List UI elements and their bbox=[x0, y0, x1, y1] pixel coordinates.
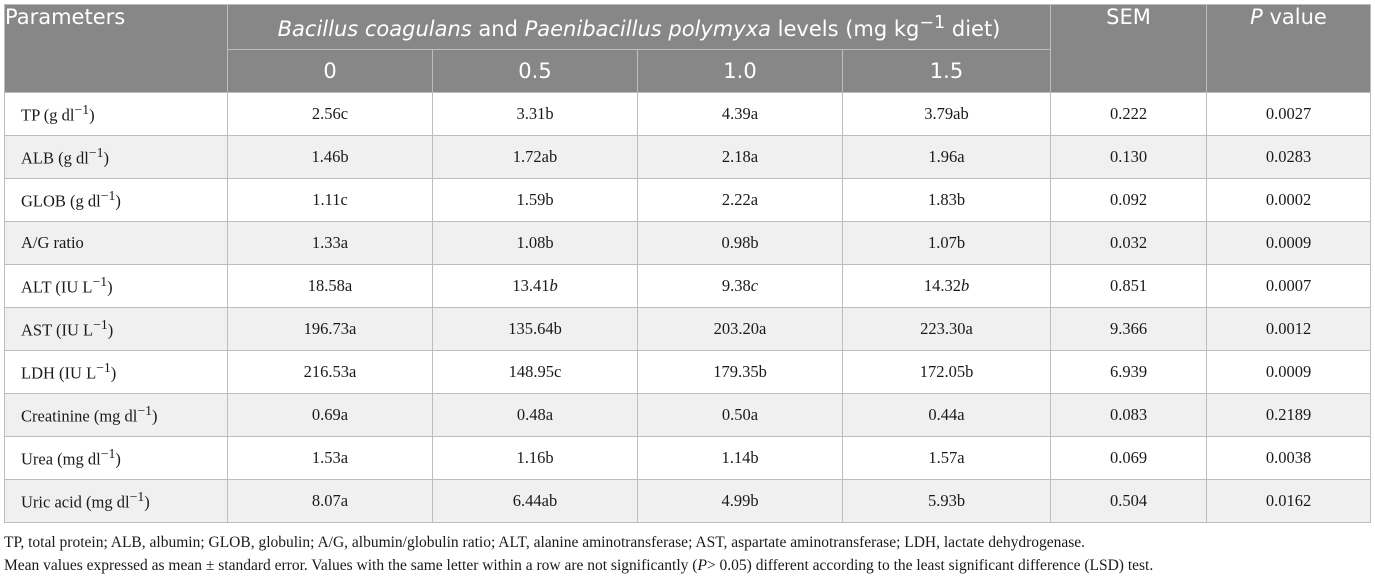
sem-cell: 0.092 bbox=[1051, 179, 1207, 222]
sem-cell: 0.504 bbox=[1051, 480, 1207, 523]
unit-close: ) bbox=[115, 449, 121, 469]
parameter-label: LDH (IU L bbox=[21, 363, 97, 383]
unit-close: ) bbox=[103, 148, 109, 168]
p-symbol: P bbox=[1250, 5, 1263, 29]
value-cell: 4.99b bbox=[638, 480, 843, 523]
sem-cell: 0.069 bbox=[1051, 437, 1207, 480]
header-level-0-5: 0.5 bbox=[433, 50, 638, 93]
value-cell: 0.98b bbox=[638, 222, 843, 265]
footnote-statistics bbox=[4, 557, 1153, 575]
p-value-word: value bbox=[1262, 5, 1327, 29]
p-value-cell: 0.2189 bbox=[1207, 394, 1371, 437]
table-row bbox=[5, 265, 1371, 308]
parameter-name bbox=[5, 265, 228, 308]
parameter-label: A/G ratio bbox=[21, 233, 84, 252]
unit-close: ) bbox=[110, 363, 117, 383]
unit-exponent: −1 bbox=[100, 446, 116, 462]
sem-cell: 0.851 bbox=[1051, 265, 1207, 308]
significance-letter: c bbox=[750, 276, 759, 295]
header-level-1-0: 1.0 bbox=[638, 50, 843, 93]
value-cell: 3.31b bbox=[433, 93, 638, 136]
table-row bbox=[5, 179, 1371, 222]
value-cell: 1.07b bbox=[843, 222, 1051, 265]
value-cell: 1.96a bbox=[843, 136, 1051, 179]
parameter-label: GLOB (g dl bbox=[21, 191, 101, 211]
value-cell: 196.73a bbox=[228, 308, 433, 351]
header-and: and bbox=[471, 17, 525, 41]
footnote-stats-text-2: > 0.05) different according to the least significant difference (LSD) test. bbox=[706, 557, 1154, 574]
p-value-cell: 0.0038 bbox=[1207, 437, 1371, 480]
value-cell: 14.32b bbox=[843, 265, 1051, 308]
value-cell: 1.59b bbox=[433, 179, 638, 222]
value-cell: 1.33a bbox=[228, 222, 433, 265]
sem-cell: 0.032 bbox=[1051, 222, 1207, 265]
parameter-name bbox=[5, 351, 228, 394]
value-cell: 1.14b bbox=[638, 437, 843, 480]
value-cell: 0.48a bbox=[433, 394, 638, 437]
footnote-abbreviations: TP, total protein; ALB, albumin; GLOB, globulin; A/G, albumin/globulin ratio; ALT, alanine aminotransferase; AST, aspartate aminotransferase; LDH, lactate dehydrogenase. bbox=[4, 534, 1086, 551]
value-cell: 13.41b bbox=[433, 265, 638, 308]
p-value-cell: 0.0162 bbox=[1207, 480, 1371, 523]
p-value-cell: 0.0009 bbox=[1207, 222, 1371, 265]
results-table bbox=[4, 4, 1371, 523]
value-cell: 2.18a bbox=[638, 136, 843, 179]
table-row bbox=[5, 437, 1371, 480]
parameter-name bbox=[5, 222, 228, 265]
unit-close: ) bbox=[115, 191, 121, 211]
table-row bbox=[5, 93, 1371, 136]
value-cell: 1.53a bbox=[228, 437, 433, 480]
parameter-name bbox=[5, 136, 228, 179]
value-cell: 1.16b bbox=[433, 437, 638, 480]
table-row bbox=[5, 394, 1371, 437]
unit-close: ) bbox=[89, 105, 95, 125]
table-row bbox=[5, 480, 1371, 523]
footnote-stats-text-1: Mean values expressed as mean ± standard error. Values with the same letter within a row are not significantly ( bbox=[4, 557, 698, 574]
value-cell: 1.11c bbox=[228, 179, 433, 222]
table-header bbox=[5, 5, 1371, 93]
parameter-name bbox=[5, 308, 228, 351]
parameter-label: ALT (IU L bbox=[21, 277, 93, 297]
unit-close: ) bbox=[144, 492, 150, 512]
value-cell: 8.07a bbox=[228, 480, 433, 523]
header-level-0: 0 bbox=[228, 50, 433, 93]
unit-exponent: −1 bbox=[88, 145, 104, 161]
p-value-cell: 0.0283 bbox=[1207, 136, 1371, 179]
value-cell: 6.44ab bbox=[433, 480, 638, 523]
unit-exponent: −1 bbox=[74, 102, 90, 118]
header-sem: SEM bbox=[1051, 5, 1207, 93]
value-cell: 172.05b bbox=[843, 351, 1051, 394]
p-value-cell: 0.0007 bbox=[1207, 265, 1371, 308]
p-value-cell: 0.0012 bbox=[1207, 308, 1371, 351]
sem-cell: 0.083 bbox=[1051, 394, 1207, 437]
unit-close: ) bbox=[107, 320, 114, 340]
footnote-p-symbol: P bbox=[697, 557, 707, 574]
parameter-label: TP (g dl bbox=[21, 105, 75, 125]
p-value-cell: 0.0009 bbox=[1207, 351, 1371, 394]
unit-exponent: −1 bbox=[100, 188, 116, 204]
value-cell: 0.44a bbox=[843, 394, 1051, 437]
value-cell: 223.30a bbox=[843, 308, 1051, 351]
value-cell: 179.35b bbox=[638, 351, 843, 394]
unit-exponent: −1 bbox=[96, 360, 111, 376]
parameter-label: Creatinine (mg dl bbox=[21, 406, 138, 426]
unit-exponent: −1 bbox=[93, 317, 108, 333]
value-cell: 203.20a bbox=[638, 308, 843, 351]
value-cell: 18.58a bbox=[228, 265, 433, 308]
sem-cell: 0.130 bbox=[1051, 136, 1207, 179]
value-cell: 1.46b bbox=[228, 136, 433, 179]
table-row bbox=[5, 222, 1371, 265]
value-cell: 1.72ab bbox=[433, 136, 638, 179]
header-levels-unit: levels (mg kg bbox=[771, 17, 920, 41]
header-p-value bbox=[1207, 5, 1371, 93]
unit-close: ) bbox=[107, 277, 113, 297]
value-cell: 2.56c bbox=[228, 93, 433, 136]
header-diet: diet) bbox=[945, 17, 1001, 41]
parameter-name bbox=[5, 480, 228, 523]
value-cell: 1.83b bbox=[843, 179, 1051, 222]
value-cell: 3.79ab bbox=[843, 93, 1051, 136]
parameter-label: Urea (mg dl bbox=[21, 449, 101, 469]
species-name-2: Paenibacillus polymyxa bbox=[524, 17, 771, 41]
value-cell: 4.39a bbox=[638, 93, 843, 136]
header-parameters: Parameters bbox=[5, 5, 228, 93]
parameter-name bbox=[5, 93, 228, 136]
header-level-1-5: 1.5 bbox=[843, 50, 1051, 93]
parameter-name bbox=[5, 179, 228, 222]
table-body bbox=[5, 93, 1371, 523]
parameter-label: AST (IU L bbox=[21, 320, 94, 340]
header-treatment-levels bbox=[228, 5, 1051, 50]
parameter-label: ALB (g dl bbox=[21, 148, 89, 168]
parameter-label: Uric acid (mg dl bbox=[21, 492, 130, 512]
value-cell: 135.64b bbox=[433, 308, 638, 351]
unit-exponent: −1 bbox=[92, 274, 108, 290]
value-cell: 216.53a bbox=[228, 351, 433, 394]
value-cell: 5.93b bbox=[843, 480, 1051, 523]
value-cell: 0.50a bbox=[638, 394, 843, 437]
value-cell: 9.38c bbox=[638, 265, 843, 308]
significance-letter: b bbox=[960, 276, 970, 295]
value-cell: 148.95c bbox=[433, 351, 638, 394]
unit-close: ) bbox=[152, 406, 158, 426]
p-value-cell: 0.0002 bbox=[1207, 179, 1371, 222]
table-row bbox=[5, 308, 1371, 351]
table-row bbox=[5, 136, 1371, 179]
species-name-1: Bacillus coagulans bbox=[277, 17, 472, 41]
table-row bbox=[5, 351, 1371, 394]
sem-cell: 9.366 bbox=[1051, 308, 1207, 351]
value-cell: 2.22a bbox=[638, 179, 843, 222]
value-cell: 1.57a bbox=[843, 437, 1051, 480]
parameter-name bbox=[5, 437, 228, 480]
sem-cell: 0.222 bbox=[1051, 93, 1207, 136]
value-cell: 1.08b bbox=[433, 222, 638, 265]
p-value-cell: 0.0027 bbox=[1207, 93, 1371, 136]
unit-exponent: −1 bbox=[137, 403, 153, 419]
significance-letter: b bbox=[549, 276, 558, 295]
header-exponent: −1 bbox=[919, 13, 946, 33]
sem-cell: 6.939 bbox=[1051, 351, 1207, 394]
parameter-name bbox=[5, 394, 228, 437]
value-cell: 0.69a bbox=[228, 394, 433, 437]
unit-exponent: −1 bbox=[129, 489, 145, 505]
